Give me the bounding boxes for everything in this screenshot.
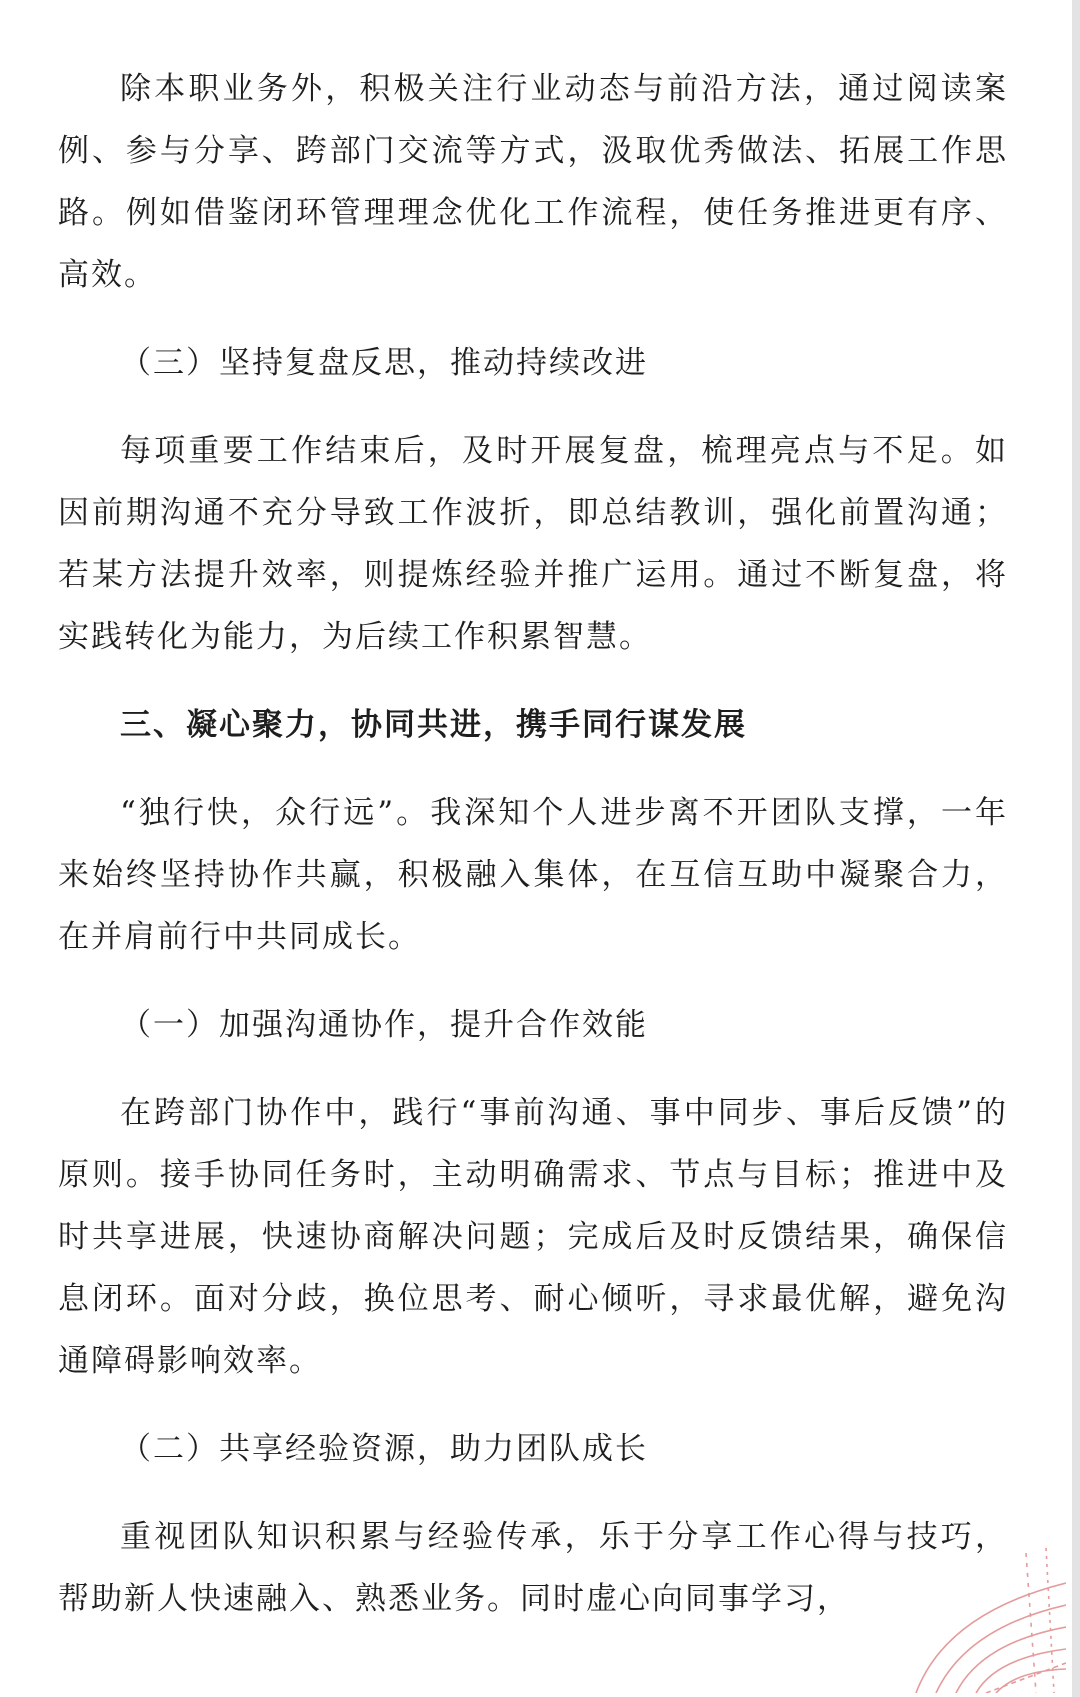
section-3-heading: 三、凝心聚力，协同共进，携手同行谋发展 (120, 707, 747, 743)
document-body (58, 58, 1008, 1630)
subheading-1: （一）加强沟通协作，提升合作效能 (120, 1007, 648, 1043)
paragraph-5: 重视团队知识积累与经验传承，乐于分享工作心得与技巧，帮助新人快速融入、熟悉业务。同时虚心向同事学习， (58, 1519, 1008, 1617)
red-stamp-mark (876, 1543, 1066, 1693)
paragraph-2: 每项重要工作结束后，及时开展复盘，梳理亮点与不足。如因前期沟通不充分导致工作波折，即总结教训，强化前置沟通；若某方法提升效率，则提炼经验并推广运用。通过不断复盘，将实践转化为能力，为后续工作积累智慧。 (58, 433, 1008, 655)
paragraph-4: 在跨部门协作中，践行“事前沟通、事中同步、事后反馈”的原则。接手协同任务时，主动明确需求、节点与目标；推进中及时共享进展，快速协商解决问题；完成后及时反馈结果，确保信息闭环。面对分歧，换位思考、耐心倾听，寻求最优解，避免沟通障碍影响效率。 (58, 1095, 1008, 1379)
subheading-3: （三）坚持复盘反思，推动持续改进 (120, 345, 648, 381)
paragraph-1: 除本职业务外，积极关注行业动态与前沿方法，通过阅读案例、参与分享、跨部门交流等方式，汲取优秀做法、拓展工作思路。例如借鉴闭环管理理念优化工作流程，使任务推进更有序、高效。 (58, 71, 1008, 293)
paragraph-3: “独行快，众行远”。我深知个人进步离不开团队支撑，一年来始终坚持协作共赢，积极融入集体，在互信互助中凝聚合力，在并肩前行中共同成长。 (58, 795, 1008, 955)
subheading-2: （二）共享经验资源，助力团队成长 (120, 1431, 648, 1467)
